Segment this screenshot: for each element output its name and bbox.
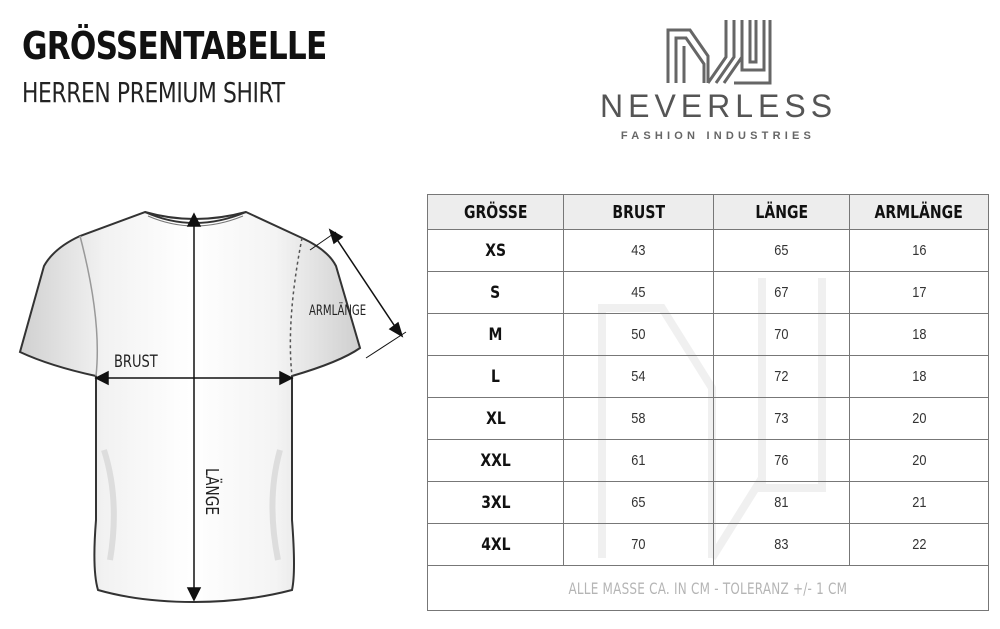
laenge-cell: 73 (714, 398, 850, 440)
tshirt-diagram (10, 200, 420, 620)
armlaenge-cell: 18 (850, 314, 989, 356)
size-table (427, 194, 989, 611)
page-subtitle: HERREN PREMIUM SHIRT (22, 76, 285, 109)
size-cell: M (428, 314, 564, 356)
neverless-monogram-icon (596, 8, 836, 148)
brust-cell: 54 (564, 356, 714, 398)
laenge-cell: 81 (714, 482, 850, 524)
size-cell: S (428, 272, 564, 314)
laenge-cell: 65 (714, 230, 850, 272)
armlaenge-cell: 20 (850, 440, 989, 482)
tolerance-note: ALLE MASSE CA. IN CM - TOLERANZ +/- 1 CM (428, 566, 989, 611)
table-footer-row (428, 566, 989, 611)
header-groesse: GRÖSSE (428, 195, 564, 230)
size-cell: L (428, 356, 564, 398)
armlaenge-cell: 18 (850, 356, 989, 398)
brust-label: BRUST (114, 352, 158, 372)
header-brust: BRUST (564, 195, 714, 230)
laenge-cell: 76 (714, 440, 850, 482)
brand-name: NEVERLESS (600, 88, 838, 124)
table-row (428, 524, 989, 566)
armlaenge-cell: 17 (850, 272, 989, 314)
armlaenge-cell: 20 (850, 398, 989, 440)
armlaenge-cell: 16 (850, 230, 989, 272)
size-cell: XXL (428, 440, 564, 482)
size-cell: XL (428, 398, 564, 440)
laenge-cell: 83 (714, 524, 850, 566)
laenge-cell: 72 (714, 356, 850, 398)
page-title: GRÖSSENTABELLE (22, 24, 327, 68)
laenge-cell: 67 (714, 272, 850, 314)
brust-cell: 43 (564, 230, 714, 272)
table-row (428, 440, 989, 482)
header-laenge: LÄNGE (714, 195, 850, 230)
brust-cell: 50 (564, 314, 714, 356)
size-cell: 4XL (428, 524, 564, 566)
table-row (428, 356, 989, 398)
brust-cell: 45 (564, 272, 714, 314)
table-row (428, 314, 989, 356)
table-row (428, 230, 989, 272)
table-row (428, 482, 989, 524)
laenge-cell: 70 (714, 314, 850, 356)
brust-cell: 65 (564, 482, 714, 524)
brand-tagline: FASHION INDUSTRIES (620, 130, 816, 142)
brust-cell: 58 (564, 398, 714, 440)
size-cell: 3XL (428, 482, 564, 524)
size-cell: XS (428, 230, 564, 272)
brust-cell: 61 (564, 440, 714, 482)
laenge-label: LÄNGE (201, 468, 222, 516)
table-header-row (428, 195, 989, 230)
table-row (428, 398, 989, 440)
brust-cell: 70 (564, 524, 714, 566)
armlaenge-cell: 21 (850, 482, 989, 524)
armlaenge-cell: 22 (850, 524, 989, 566)
header-armlaenge: ARMLÄNGE (850, 195, 989, 230)
armlaenge-label: ARMLÄNGE (309, 303, 367, 319)
table-row (428, 272, 989, 314)
